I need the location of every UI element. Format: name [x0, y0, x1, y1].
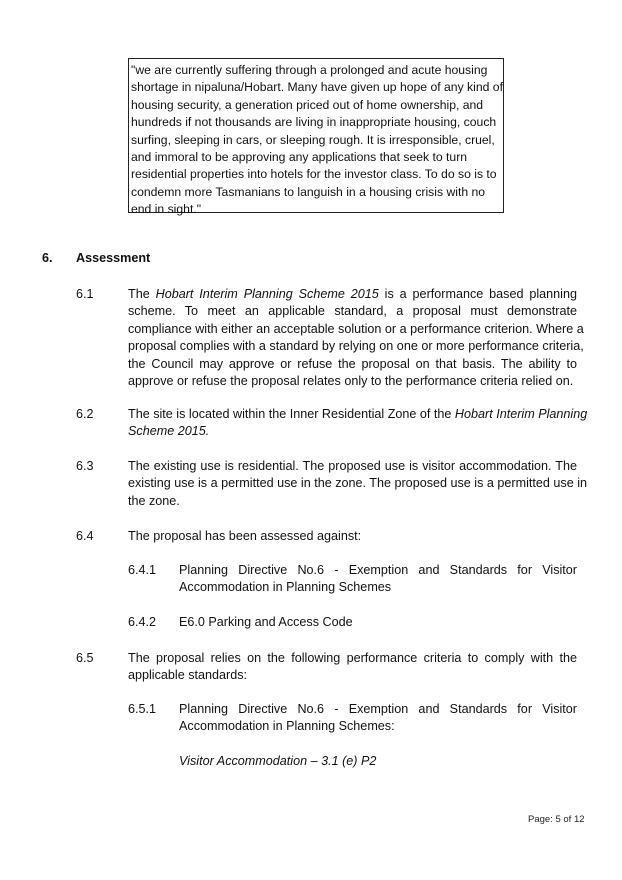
subparagraph-number: 6.5.1: [128, 702, 157, 716]
quote-line: shortage in nipaluna/Hobart. Many have given up hope of any kind of: [131, 80, 503, 95]
page-number: Page: 5 of 12: [528, 814, 585, 825]
paragraph-number: 6.1: [76, 287, 94, 301]
paragraph-number: 6.2: [76, 407, 94, 421]
quote-line: end in sight.": [131, 202, 202, 217]
subparagraph-6-4-1: [179, 562, 577, 597]
performance-criterion: Visitor Accommodation – 3.1 (e) P2: [179, 754, 377, 768]
quoted-representation-box: [128, 58, 504, 217]
quote-line: surfing, sleeping in cars, or sleeping rough. It is irresponsible, cruel,: [131, 132, 495, 147]
paragraph-line: proposal complies with a standard by relying on one or more performance criteria,: [128, 339, 584, 354]
paragraph-6-1: [128, 286, 584, 390]
subparagraph-number: 6.4.1: [128, 563, 157, 577]
paragraph-line: The proposal relies on the following performance criteria to comply with the: [128, 651, 577, 665]
paragraph-line: approve or refuse the proposal relates only to the performance criteria relied on.: [128, 374, 574, 389]
quote-line: residential properties into hotels for the investor class. To do so is to: [131, 167, 497, 182]
paragraph-line: Planning Directive No.6 - Exemption and Standards for Visitor: [179, 702, 577, 716]
paragraph-line: [128, 423, 577, 440]
scheme-name: Hobart Interim Planning: [454, 407, 588, 421]
paragraph-6-4: The proposal has been assessed against:: [128, 529, 362, 543]
quote-line: "we are currently suffering through a prolonged and acute housing: [131, 63, 488, 77]
section-number: 6.: [42, 251, 53, 265]
paragraph-line: compliance with either an acceptable solution or a performance criterion. Where a: [128, 321, 584, 336]
paragraph-line: The site is located within the Inner Residential Zone of the Hobart Interim Planning: [128, 407, 588, 421]
quote-line: hundreds if not thousands are living in inappropriate housing, couch: [131, 115, 497, 130]
subparagraph-6-4-2: E6.0 Parking and Access Code: [179, 615, 353, 629]
paragraph-6-2: [128, 406, 588, 441]
section-title: Assessment: [76, 251, 151, 265]
paragraph-line: existing use is a permitted use in the zone. The proposed use is a permitted use in: [128, 476, 588, 491]
quote-line: housing security, a generation priced out of home ownership, and: [131, 97, 484, 112]
paragraph-line: Planning Directive No.6 - Exemption and Standards for Visitor: [179, 563, 577, 577]
quote-line: and immoral to be approving any applications that seek to turn: [131, 150, 468, 165]
paragraph-6-3: [128, 458, 588, 510]
paragraph-line: The existing use is residential. The proposed use is visitor accommodation. The: [128, 459, 577, 473]
paragraph-line: applicable standards:: [128, 668, 248, 683]
paragraph-line: the Council may approve or refuse the proposal on that basis. The ability to: [128, 356, 577, 371]
subparagraph-number: 6.4.2: [128, 615, 157, 629]
paragraph-line: scheme. To meet an applicable standard, a proposal must demonstrate: [128, 304, 577, 319]
paragraph-number: 6.3: [76, 459, 94, 473]
paragraph-number: 6.4: [76, 529, 94, 543]
paragraph-line: Accommodation in Planning Schemes:: [179, 719, 395, 734]
paragraph-line: the zone.: [128, 493, 180, 508]
paragraph-number: 6.5: [76, 651, 94, 665]
quote-line: condemn more Tasmanians to languish in a housing crisis with no: [131, 184, 486, 199]
paragraph-line: The Hobart Interim Planning Scheme 2015 is a performance based planning: [128, 287, 577, 301]
subparagraph-6-5-1: [179, 701, 577, 736]
paragraph-line: Accommodation in Planning Schemes: [179, 580, 392, 595]
scheme-name: Hobart Interim Planning Scheme 2015: [155, 287, 379, 301]
paragraph-6-5: [128, 650, 577, 685]
scheme-year: Scheme 2015.: [128, 424, 210, 439]
